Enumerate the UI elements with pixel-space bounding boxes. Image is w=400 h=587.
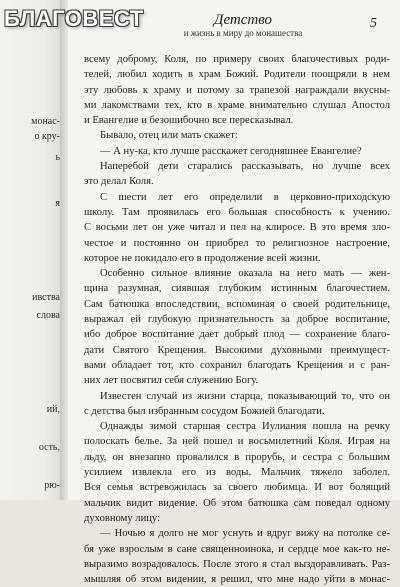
left-page-fragment: монас-	[31, 116, 60, 127]
text-line: честое и постоянно он приобрел то религиозное настроение,	[84, 237, 390, 249]
text-line: эту любовь к храму и потому за трапезой награждали вкусны-	[84, 84, 390, 96]
running-head-title: Детство	[213, 12, 273, 28]
text-line: мальчик видит видение. Об этом батюшка сам поведал одному	[84, 497, 390, 509]
text-line: С шести лет его определили в церковно-приходскую	[100, 191, 390, 203]
text-line: щина разумная, сиявшая глубоким истинным благочестием.	[84, 283, 390, 295]
text-line: выражал ей глубокую признательность за доброе воспитание,	[84, 314, 390, 326]
left-page-fragment: ость,	[38, 442, 60, 453]
text-line: Наперебой дети старались рассказывать, но лучше всех	[100, 161, 390, 173]
left-page-fragment: рю-	[44, 480, 60, 491]
body-text	[84, 52, 390, 587]
text-line: которое не покидало его в продолжение всей жизни.	[84, 252, 321, 264]
text-line: полоскать белье. За ней пошел и восьмилетний Коля. Играя на	[84, 436, 390, 448]
text-line: дати Святого Крещения. Высокими духовными преимущест-	[84, 344, 390, 356]
left-page-fragment: ий,	[46, 404, 60, 415]
text-line: с детства был избранным сосудом Божией благодати.	[84, 405, 325, 417]
text-line: ибо доброе воспитание дает добрый плод — сохранение благо-	[84, 329, 390, 341]
text-line: них лет посвятил себя служению Богу.	[84, 375, 259, 387]
left-page-fragment: слова	[36, 310, 60, 321]
text-line: Бывало, отец или мать скажет:	[100, 130, 238, 142]
left-page-fragment: ь	[55, 152, 60, 163]
left-page-fragment: ивства	[32, 292, 60, 303]
text-line: С восьми лет он уже читал и пел на клиросе. В это время зло-	[84, 222, 390, 234]
text-line: всему доброму, Коля, по примеру своих благочестивых роди-	[84, 54, 390, 65]
text-line: — А ну-ка, кто лучше расскажет сегодняшнее Евангелие?	[100, 145, 362, 157]
text-line: бя уже взрослым в сане священноинока, и сердце мое как-то не-	[84, 543, 390, 555]
text-line: Особенно сильное влияние оказала на него мать — жен-	[100, 268, 390, 280]
watermark-logo: БЛАГОВЕСТ	[4, 6, 144, 31]
text-line: Вся семья встревожилась за своего любимца. И вот болящий	[84, 482, 390, 494]
text-line: усилием извлекла его из воды. Мальчик тяжело заболел.	[84, 467, 390, 479]
running-head-subtitle: и жизнь в миру до монашества	[183, 28, 303, 38]
left-page-fragment: о кру-	[34, 131, 60, 142]
left-page	[0, 0, 64, 500]
text-line: выразимо возрадовалось. После этого я стал выздоравливать. Раз-	[84, 558, 390, 570]
text-line: Известен случай из жизни старца, показывающий то, что он	[100, 390, 390, 402]
left-page-fragment: я	[55, 198, 60, 209]
text-line: льду, он внезапно провалился в прорубь, и сестра с большим	[84, 451, 390, 463]
text-line: Однажды зимой старшая сестра Иулиания пошла на речку	[100, 421, 390, 433]
text-line: мышляя об этом видении, я решил, что мне надо уйти в монас-	[84, 574, 390, 586]
text-line: телей, любил ходить в храм Божий. Родители поощряли в нем	[84, 69, 390, 81]
text-line: — Ночью я долго не мог уснуть и вдруг вижу на потолке се-	[100, 528, 390, 540]
text-line: это делал Коля.	[84, 176, 154, 188]
text-line: Сам батюшка впоследствии, вспоминая о своей родительнице,	[84, 298, 390, 310]
text-line: и Евангелие и безошибочно все пересказывал.	[84, 115, 294, 127]
text-line: ми лакомствами тех, кто в храме внимательно слушал Апостол	[84, 99, 390, 111]
text-line: духовному лицу:	[84, 512, 161, 524]
text-line: школу. Там проявилась его большая способность к учению.	[84, 206, 390, 218]
page-number: 5	[370, 16, 377, 31]
text-line: вами обладает тот, кто сохранил благодать Крещения и с ран-	[84, 359, 390, 371]
running-head	[168, 12, 318, 39]
